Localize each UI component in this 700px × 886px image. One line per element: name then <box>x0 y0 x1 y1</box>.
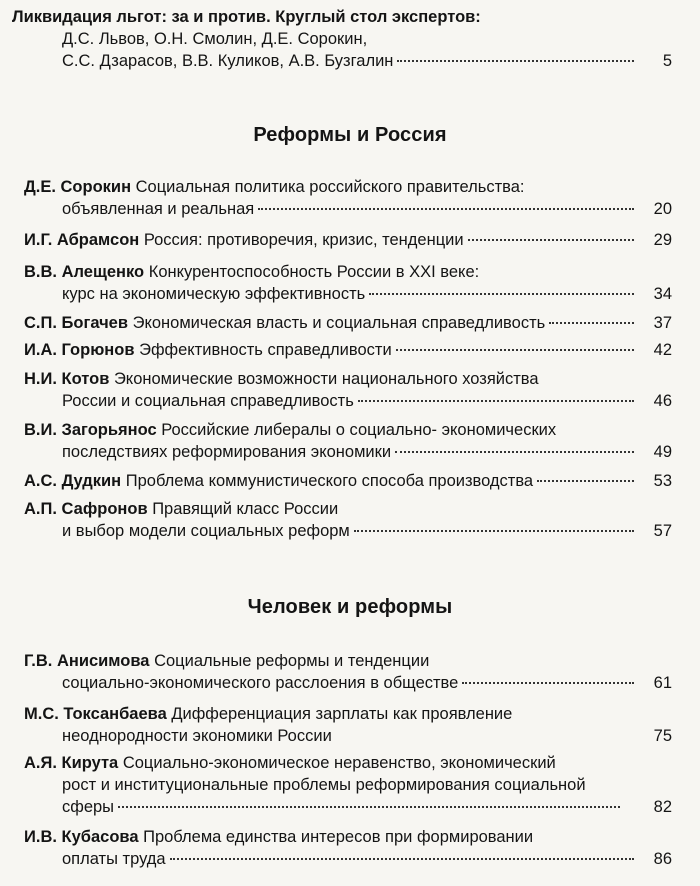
page-number: 5 <box>662 52 672 70</box>
page-number: 53 <box>653 472 672 490</box>
roundtable-authors-line2: С.С. Дзарасов, В.В. Куликов, А.В. Бузгалин <box>62 52 394 70</box>
toc-entry <box>24 419 672 463</box>
page-number: 75 <box>653 727 672 745</box>
entry-title-line2: социально-экономического расслоения в обществе <box>62 674 459 692</box>
dot-leader <box>397 60 634 62</box>
entry-title-line2: России и социальная справедливость <box>62 392 354 410</box>
entry-title-line1: Правящий класс России <box>147 500 339 518</box>
roundtable-title: Ликвидация льгот: за и против. Круглый стол экспертов: <box>12 8 481 26</box>
dot-leader <box>468 239 634 241</box>
entry-title-line1: Конкурентоспособность России в XXI веке: <box>144 263 480 281</box>
entry-author: Н.И. Котов <box>24 370 110 388</box>
toc-entry <box>24 470 672 492</box>
entry-title-line1: Социальная политика российского правительства: <box>131 178 525 196</box>
section-heading: Реформы и Россия <box>253 124 447 146</box>
page-number: 37 <box>653 314 672 332</box>
dot-leader <box>354 530 634 532</box>
entry-title-line1: Экономическая власть и социальная справедливость <box>128 314 546 332</box>
dot-leader <box>549 322 634 324</box>
entry-title-line3: сферы <box>62 798 115 816</box>
dot-leader <box>170 858 634 860</box>
entry-author: Г.В. Анисимова <box>24 652 150 670</box>
entry-author: И.В. Кубасова <box>24 828 139 846</box>
entry-title-line2: оплаты труда <box>62 850 166 868</box>
entry-title-line1: Эффективность справедливости <box>134 341 392 359</box>
toc-entry-roundtable <box>12 6 672 72</box>
entry-title-line1: Социальные реформы и тенденции <box>149 652 430 670</box>
toc-entry <box>24 312 672 334</box>
toc-entry <box>24 826 672 870</box>
entry-title-line2: рост и институциональные проблемы реформирования социальной <box>62 776 586 794</box>
entry-author: А.С. Дудкин <box>24 472 122 490</box>
entry-author: Д.Е. Сорокин <box>24 178 132 196</box>
roundtable-authors-line1: Д.С. Львов, О.Н. Смолин, Д.Е. Сорокин, <box>62 30 368 48</box>
page-number: 42 <box>653 341 672 359</box>
toc-entry <box>24 339 672 361</box>
dot-leader <box>462 682 634 684</box>
page-number: 29 <box>653 231 672 249</box>
entry-author: В.И. Загорьянос <box>24 421 157 439</box>
toc-entry <box>24 703 672 747</box>
entry-title-line1: Дифференциация зарплаты как проявление <box>166 705 513 723</box>
page-number: 46 <box>653 392 672 410</box>
entry-author: С.П. Богачев <box>24 314 129 332</box>
toc-entry <box>24 498 672 542</box>
dot-leader <box>118 806 620 808</box>
page-number: 49 <box>653 443 672 461</box>
entry-author: А.Я. Кирута <box>24 754 119 772</box>
toc-entry <box>24 229 672 251</box>
page-number: 82 <box>653 798 672 816</box>
entry-author: В.В. Алещенко <box>24 263 145 281</box>
entry-title-line1: Социально-экономическое неравенство, экономический <box>118 754 556 772</box>
toc-entry <box>24 650 672 694</box>
entry-title-line1: Экономические возможности национального хозяйства <box>109 370 539 388</box>
entry-author: М.С. Токсанбаева <box>24 705 167 723</box>
entry-title-line2: курс на экономическую эффективность <box>62 285 366 303</box>
toc-entry <box>24 368 672 412</box>
dot-leader <box>258 208 634 210</box>
entry-title-line1: Российские либералы о социально- экономических <box>156 421 557 439</box>
toc-entry <box>24 261 672 305</box>
dot-leader <box>537 480 634 482</box>
page-number: 61 <box>653 674 672 692</box>
dot-leader <box>369 293 634 295</box>
page-number: 86 <box>653 850 672 868</box>
entry-title-line2: объявленная и реальная <box>62 200 255 218</box>
entry-title-line2: неоднородности экономики России <box>62 727 332 745</box>
entry-author: А.П. Сафронов <box>24 500 148 518</box>
entry-title-line2: последствиях реформирования экономики <box>62 443 392 461</box>
toc-entry <box>24 752 672 818</box>
entry-title-line1: Проблема коммунистического способа производства <box>121 472 534 490</box>
page-number: 20 <box>653 200 672 218</box>
entry-title-line2: и выбор модели социальных реформ <box>62 522 350 540</box>
section-heading: Человек и реформы <box>247 596 453 618</box>
page-number: 34 <box>653 285 672 303</box>
dot-leader <box>395 451 634 453</box>
entry-author: И.Г. Абрамсон <box>24 231 140 249</box>
dot-leader <box>396 349 634 351</box>
toc-entry <box>24 176 672 220</box>
page-number: 57 <box>653 522 672 540</box>
dot-leader <box>336 735 634 737</box>
dot-leader <box>358 400 634 402</box>
entry-author: И.А. Горюнов <box>24 341 135 359</box>
entry-title-line1: Проблема единства интересов при формировании <box>138 828 534 846</box>
entry-title-line1: Россия: противоречия, кризис, тенденции <box>139 231 464 249</box>
